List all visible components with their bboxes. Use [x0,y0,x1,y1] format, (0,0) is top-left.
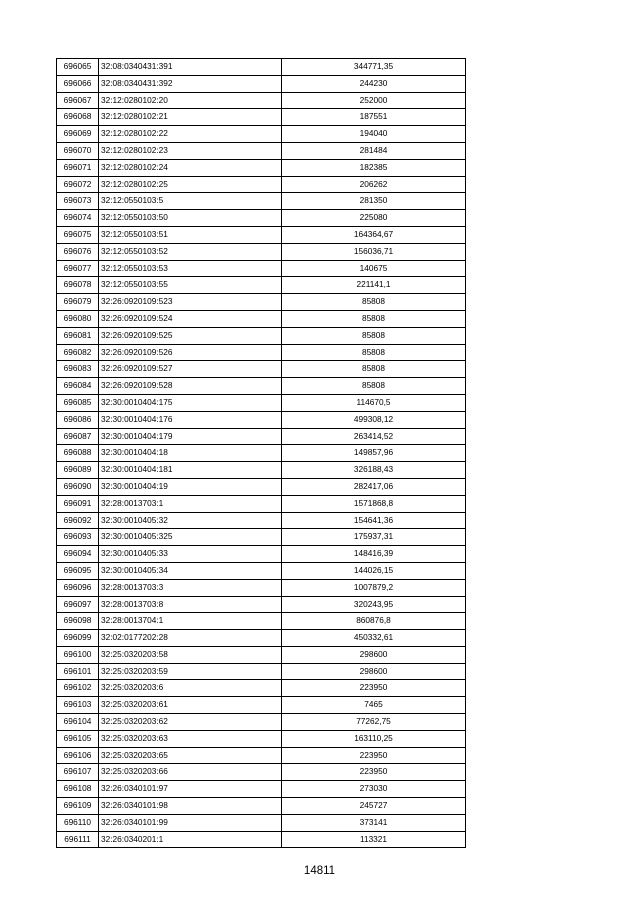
cadastral-value-cell: 154641,36 [282,512,466,529]
cadastral-number-cell: 32:12:0550103:53 [99,260,282,277]
cadastral-value-cell: 85808 [282,361,466,378]
cadastral-value-cell: 281350 [282,193,466,210]
table-row [57,546,466,563]
table-row [57,226,466,243]
record-number-cell: 696078 [57,277,99,294]
cadastral-value-cell: 163110,25 [282,730,466,747]
table-row [57,747,466,764]
record-number-cell: 696070 [57,142,99,159]
record-number-cell: 696095 [57,562,99,579]
table-row [57,663,466,680]
table-row [57,59,466,76]
record-number-cell: 696111 [57,831,99,848]
table-row [57,478,466,495]
cadastral-value-cell: 7465 [282,697,466,714]
cadastral-number-cell: 32:25:0320203:65 [99,747,282,764]
record-number-cell: 696105 [57,730,99,747]
cadastral-number-cell: 32:25:0320203:59 [99,663,282,680]
table-row [57,512,466,529]
table-row [57,176,466,193]
record-number-cell: 696077 [57,260,99,277]
table-row [57,109,466,126]
cadastral-value-cell: 164364,67 [282,226,466,243]
table-row [57,260,466,277]
cadastral-value-cell: 273030 [282,781,466,798]
cadastral-value-cell: 499308,12 [282,411,466,428]
cadastral-number-cell: 32:12:0550103:51 [99,226,282,243]
cadastral-value-cell: 245727 [282,798,466,815]
cadastral-value-cell: 114670,5 [282,394,466,411]
record-number-cell: 696099 [57,630,99,647]
cadastral-value-cell: 860876,8 [282,613,466,630]
cadastral-value-cell: 225080 [282,210,466,227]
cadastral-value-cell: 85808 [282,294,466,311]
cadastral-number-cell: 32:25:0320203:61 [99,697,282,714]
table-row [57,75,466,92]
cadastral-value-cell: 113321 [282,831,466,848]
cadastral-number-cell: 32:28:0013704:1 [99,613,282,630]
page-number: 14811 [303,865,336,877]
cadastral-number-cell: 32:02:0177202:28 [99,630,282,647]
table-row [57,344,466,361]
table-row [57,361,466,378]
cadastral-value-cell: 244230 [282,75,466,92]
record-number-cell: 696085 [57,394,99,411]
table-row [57,210,466,227]
cadastral-value-cell: 450332,61 [282,630,466,647]
table-body [57,59,466,848]
cadastral-value-cell: 221141,1 [282,277,466,294]
record-number-cell: 696101 [57,663,99,680]
table-row [57,445,466,462]
table-row [57,193,466,210]
cadastral-value-table [56,58,466,848]
cadastral-number-cell: 32:30:0010404:176 [99,411,282,428]
table-row [57,327,466,344]
cadastral-value-cell: 85808 [282,310,466,327]
cadastral-number-cell: 32:30:0010404:179 [99,428,282,445]
table-row [57,294,466,311]
cadastral-number-cell: 32:12:0280102:24 [99,159,282,176]
record-number-cell: 696083 [57,361,99,378]
record-number-cell: 696088 [57,445,99,462]
cadastral-value-cell: 223950 [282,764,466,781]
cadastral-number-cell: 32:12:0280102:20 [99,92,282,109]
cadastral-value-cell: 326188,43 [282,462,466,479]
cadastral-value-cell: 149857,96 [282,445,466,462]
record-number-cell: 696091 [57,495,99,512]
cadastral-number-cell: 32:12:0280102:23 [99,142,282,159]
cadastral-number-cell: 32:30:0010405:325 [99,529,282,546]
cadastral-number-cell: 32:12:0280102:22 [99,126,282,143]
cadastral-value-cell: 194040 [282,126,466,143]
cadastral-number-cell: 32:12:0550103:5 [99,193,282,210]
table-row [57,529,466,546]
cadastral-value-cell: 281484 [282,142,466,159]
cadastral-number-cell: 32:08:0340431:391 [99,59,282,76]
cadastral-number-cell: 32:26:0920109:528 [99,378,282,395]
record-number-cell: 696066 [57,75,99,92]
table-row [57,798,466,815]
cadastral-number-cell: 32:26:0340101:99 [99,814,282,831]
cadastral-number-cell: 32:12:0550103:55 [99,277,282,294]
cadastral-number-cell: 32:26:0920109:523 [99,294,282,311]
record-number-cell: 696110 [57,814,99,831]
record-number-cell: 696081 [57,327,99,344]
cadastral-number-cell: 32:28:0013703:1 [99,495,282,512]
cadastral-value-cell: 140675 [282,260,466,277]
table-row [57,831,466,848]
table-row [57,697,466,714]
record-number-cell: 696097 [57,596,99,613]
cadastral-value-cell: 223950 [282,680,466,697]
table-row [57,310,466,327]
cadastral-number-cell: 32:30:0010404:19 [99,478,282,495]
cadastral-value-cell: 263414,52 [282,428,466,445]
cadastral-number-cell: 32:25:0320203:63 [99,730,282,747]
table-row [57,562,466,579]
cadastral-number-cell: 32:26:0920109:526 [99,344,282,361]
record-number-cell: 696080 [57,310,99,327]
record-number-cell: 696098 [57,613,99,630]
cadastral-number-cell: 32:12:0550103:52 [99,243,282,260]
cadastral-value-cell: 1007879,2 [282,579,466,596]
cadastral-number-cell: 32:28:0013703:3 [99,579,282,596]
cadastral-value-cell: 298600 [282,663,466,680]
cadastral-value-cell: 144026,15 [282,562,466,579]
cadastral-value-cell: 85808 [282,344,466,361]
table-row [57,495,466,512]
cadastral-value-cell: 182385 [282,159,466,176]
cadastral-value-cell: 298600 [282,646,466,663]
cadastral-value-cell: 282417,06 [282,478,466,495]
table-row [57,159,466,176]
cadastral-value-cell: 156036,71 [282,243,466,260]
cadastral-value-cell: 77262,75 [282,714,466,731]
cadastral-value-cell: 373141 [282,814,466,831]
cadastral-number-cell: 32:25:0320203:62 [99,714,282,731]
cadastral-number-cell: 32:25:0320203:6 [99,680,282,697]
cadastral-value-cell: 344771,35 [282,59,466,76]
cadastral-number-cell: 32:26:0340101:97 [99,781,282,798]
cadastral-number-cell: 32:12:0280102:25 [99,176,282,193]
table-row [57,730,466,747]
table-row [57,126,466,143]
cadastral-number-cell: 32:26:0340201:1 [99,831,282,848]
cadastral-number-cell: 32:26:0340101:98 [99,798,282,815]
table-row [57,764,466,781]
table-row [57,394,466,411]
record-number-cell: 696065 [57,59,99,76]
table-row [57,680,466,697]
table-row [57,646,466,663]
table-row [57,630,466,647]
record-number-cell: 696093 [57,529,99,546]
record-number-cell: 696086 [57,411,99,428]
cadastral-number-cell: 32:28:0013703:8 [99,596,282,613]
table-row [57,142,466,159]
record-number-cell: 696107 [57,764,99,781]
table-row [57,277,466,294]
cadastral-number-cell: 32:30:0010405:32 [99,512,282,529]
record-number-cell: 696079 [57,294,99,311]
cadastral-number-cell: 32:26:0920109:527 [99,361,282,378]
record-number-cell: 696089 [57,462,99,479]
cadastral-number-cell: 32:25:0320203:58 [99,646,282,663]
record-number-cell: 696071 [57,159,99,176]
table-row [57,781,466,798]
cadastral-value-cell: 320243,95 [282,596,466,613]
cadastral-value-cell: 223950 [282,747,466,764]
cadastral-number-cell: 32:30:0010405:34 [99,562,282,579]
cadastral-number-cell: 32:25:0320203:66 [99,764,282,781]
table-row [57,714,466,731]
record-number-cell: 696084 [57,378,99,395]
table-row [57,579,466,596]
record-number-cell: 696092 [57,512,99,529]
cadastral-value-cell: 85808 [282,378,466,395]
record-number-cell: 696103 [57,697,99,714]
cadastral-value-cell: 206262 [282,176,466,193]
record-number-cell: 696109 [57,798,99,815]
table-row [57,462,466,479]
record-number-cell: 696096 [57,579,99,596]
cadastral-value-cell: 148416,39 [282,546,466,563]
table-row [57,613,466,630]
table-row [57,814,466,831]
record-number-cell: 696067 [57,92,99,109]
cadastral-number-cell: 32:30:0010405:33 [99,546,282,563]
record-number-cell: 696076 [57,243,99,260]
record-number-cell: 696074 [57,210,99,227]
cadastral-value-cell: 187551 [282,109,466,126]
record-number-cell: 696108 [57,781,99,798]
table-row [57,92,466,109]
table-row [57,428,466,445]
cadastral-value-cell: 175937,31 [282,529,466,546]
cadastral-value-cell: 1571868,8 [282,495,466,512]
record-number-cell: 696069 [57,126,99,143]
table-row [57,378,466,395]
cadastral-number-cell: 32:08:0340431:392 [99,75,282,92]
cadastral-value-cell: 252000 [282,92,466,109]
record-number-cell: 696073 [57,193,99,210]
record-number-cell: 696100 [57,646,99,663]
table-row [57,596,466,613]
record-number-cell: 696104 [57,714,99,731]
record-number-cell: 696068 [57,109,99,126]
record-number-cell: 696075 [57,226,99,243]
record-number-cell: 696082 [57,344,99,361]
cadastral-number-cell: 32:12:0280102:21 [99,109,282,126]
record-number-cell: 696072 [57,176,99,193]
record-number-cell: 696106 [57,747,99,764]
record-number-cell: 696102 [57,680,99,697]
cadastral-number-cell: 32:30:0010404:18 [99,445,282,462]
cadastral-value-cell: 85808 [282,327,466,344]
table-row [57,243,466,260]
cadastral-number-cell: 32:30:0010404:175 [99,394,282,411]
record-number-cell: 696094 [57,546,99,563]
cadastral-number-cell: 32:12:0550103:50 [99,210,282,227]
cadastral-number-cell: 32:26:0920109:525 [99,327,282,344]
cadastral-number-cell: 32:30:0010404:181 [99,462,282,479]
cadastral-number-cell: 32:26:0920109:524 [99,310,282,327]
table-row [57,411,466,428]
record-number-cell: 696090 [57,478,99,495]
record-number-cell: 696087 [57,428,99,445]
